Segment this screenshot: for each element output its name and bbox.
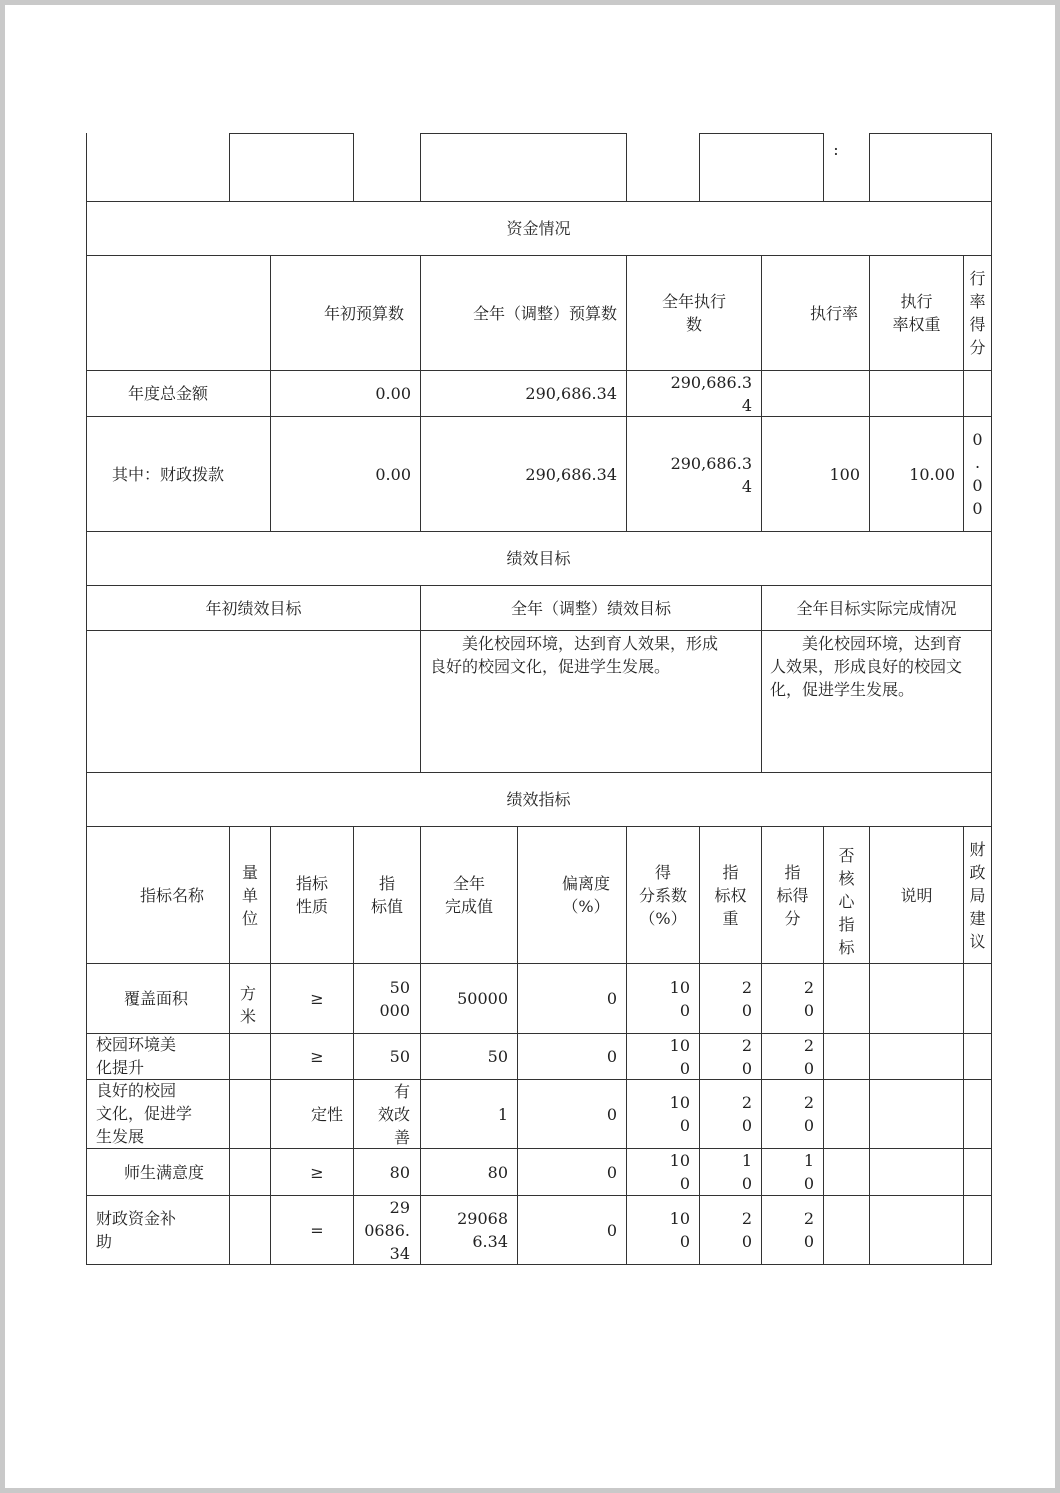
row-fiscal-weight: 10.00 [909, 464, 955, 484]
row-fiscal-initial: 0.00 [375, 464, 411, 484]
row-total-rate [762, 371, 860, 416]
ind-row-weight: 2 0 [741, 1035, 752, 1078]
ind-row-score: 2 0 [803, 1035, 814, 1078]
ind-row-unit: 方 米 [239, 983, 256, 1026]
ind-row-coef: 10 0 [669, 1035, 690, 1078]
colon-mark: : [833, 140, 839, 159]
header-adjusted-budget: 全年（调整）预算数 [472, 303, 617, 323]
ind-row-weight: 2 0 [741, 1093, 752, 1135]
ind-row-deviation: 0 [606, 1104, 617, 1124]
ind-row-nature: = [310, 1220, 324, 1240]
header-execution-rate: 执行率 [809, 303, 858, 323]
ind-header-name: 指标名称 [139, 885, 204, 905]
ind-row-coef: 10 0 [669, 1151, 690, 1193]
ind-row-unit [230, 1196, 270, 1264]
row-total-initial: 0.00 [375, 384, 411, 403]
row-total-executed: 290,686.3 4 [670, 372, 752, 415]
ind-row-target: 29 0686. 34 [364, 1197, 410, 1263]
header-rate-score: 行 率 得 分 [969, 269, 986, 357]
ind-row-deviation: 0 [606, 989, 617, 1008]
ind-row-nature: 定性 [310, 1104, 343, 1124]
row-fiscal-rate: 100 [829, 464, 860, 484]
ind-row-name: 师生满意度 [124, 1162, 205, 1182]
ind-header-coef: 得 分系数 （%） [638, 862, 687, 928]
ind-row-target: 50 [389, 1047, 410, 1066]
ind-row-deviation: 0 [606, 1047, 617, 1066]
ind-header-unit: 量 单 位 [241, 862, 258, 928]
ind-header-completed: 全年 完成值 [444, 874, 493, 916]
ind-row-completed: 50000 [457, 989, 508, 1008]
ind-row-name: 财政资金补 助 [96, 1209, 177, 1251]
ind-row-score: 2 0 [803, 977, 814, 1020]
goals-actual-text: 美化校园环境，达到育 人效果，形成良好的校园文 化，促进学生发展。 [770, 634, 963, 699]
ind-row-completed: 50 [487, 1047, 508, 1066]
ind-row-weight: 1 0 [741, 1151, 752, 1193]
ind-row-coef: 10 0 [669, 1093, 690, 1135]
ind-header-target: 指 标值 [370, 874, 403, 916]
ind-row-nature: ≥ [310, 1047, 324, 1066]
ind-row-completed: 1 [497, 1104, 508, 1124]
ind-header-core: 否 核 心 指 标 [838, 845, 855, 957]
ind-row-coef: 10 0 [669, 1209, 690, 1251]
ind-row-score: 1 0 [803, 1151, 814, 1193]
ind-header-advice: 财 政 局 建 议 [969, 839, 986, 951]
ind-row-score: 2 0 [803, 1093, 814, 1135]
ind-row-name: 覆盖面积 [124, 989, 189, 1008]
ind-row-deviation: 0 [606, 1162, 617, 1182]
ind-row-target: 有 效改 善 [377, 1081, 410, 1147]
row-fiscal-score: 0 . 0 0 [972, 430, 983, 518]
goals-header-initial: 年初绩效目标 [205, 598, 302, 618]
goals-section-title: 绩效目标 [506, 549, 571, 568]
ind-row-nature: ≥ [310, 1162, 324, 1182]
header-rate-weight: 执行 率权重 [892, 292, 941, 334]
ind-row-completed: 80 [487, 1162, 508, 1182]
goals-header-actual: 全年目标实际完成情况 [796, 598, 957, 618]
ind-row-score: 2 0 [803, 1209, 814, 1251]
ind-row-weight: 2 0 [741, 977, 752, 1020]
ind-row-coef: 10 0 [669, 977, 690, 1020]
ind-row-target: 50 000 [379, 977, 410, 1020]
ind-row-completed: 29068 6.34 [457, 1209, 508, 1251]
ind-header-nature: 指标 性质 [295, 874, 328, 916]
header-initial-budget: 年初预算数 [323, 303, 404, 323]
header-annual-execution: 全年执行 数 [661, 292, 726, 334]
ind-header-note: 说明 [900, 885, 933, 905]
row-total-adjusted: 290,686.34 [525, 384, 617, 403]
ind-row-name: 校园环境美 化提升 [96, 1035, 177, 1077]
indicators-section-title: 绩效指标 [506, 790, 571, 809]
ind-header-deviation: 偏离度 （%） [561, 874, 610, 916]
ind-row-unit [230, 1080, 270, 1148]
row-total-score [964, 371, 991, 416]
ind-row-name: 良好的校园 文化，促进学 生发展 [96, 1081, 193, 1146]
ind-row-nature: ≥ [310, 989, 324, 1008]
ind-header-score: 指 标得 分 [776, 862, 809, 928]
row-fiscal-executed: 290,686.3 4 [670, 454, 752, 496]
ind-row-deviation: 0 [606, 1220, 617, 1240]
ind-row-target: 80 [389, 1162, 410, 1182]
funds-section-title: 资金情况 [506, 219, 571, 238]
ind-header-weight: 指 标权 重 [714, 862, 747, 928]
row-total-label: 年度总金额 [127, 384, 208, 403]
goals-adjusted-text: 美化校园环境，达到育人效果，形成 良好的校园文化，促进学生发展。 [430, 634, 719, 676]
row-fiscal-adjusted: 290,686.34 [525, 464, 617, 484]
row-total-weight [870, 371, 955, 416]
goals-header-adjusted: 全年（调整）绩效目标 [510, 598, 671, 618]
ind-row-weight: 2 0 [741, 1209, 752, 1251]
ind-row-unit [230, 1149, 270, 1195]
ind-row-unit [230, 1034, 270, 1079]
row-fiscal-label: 其中：财政拨款 [111, 464, 224, 484]
